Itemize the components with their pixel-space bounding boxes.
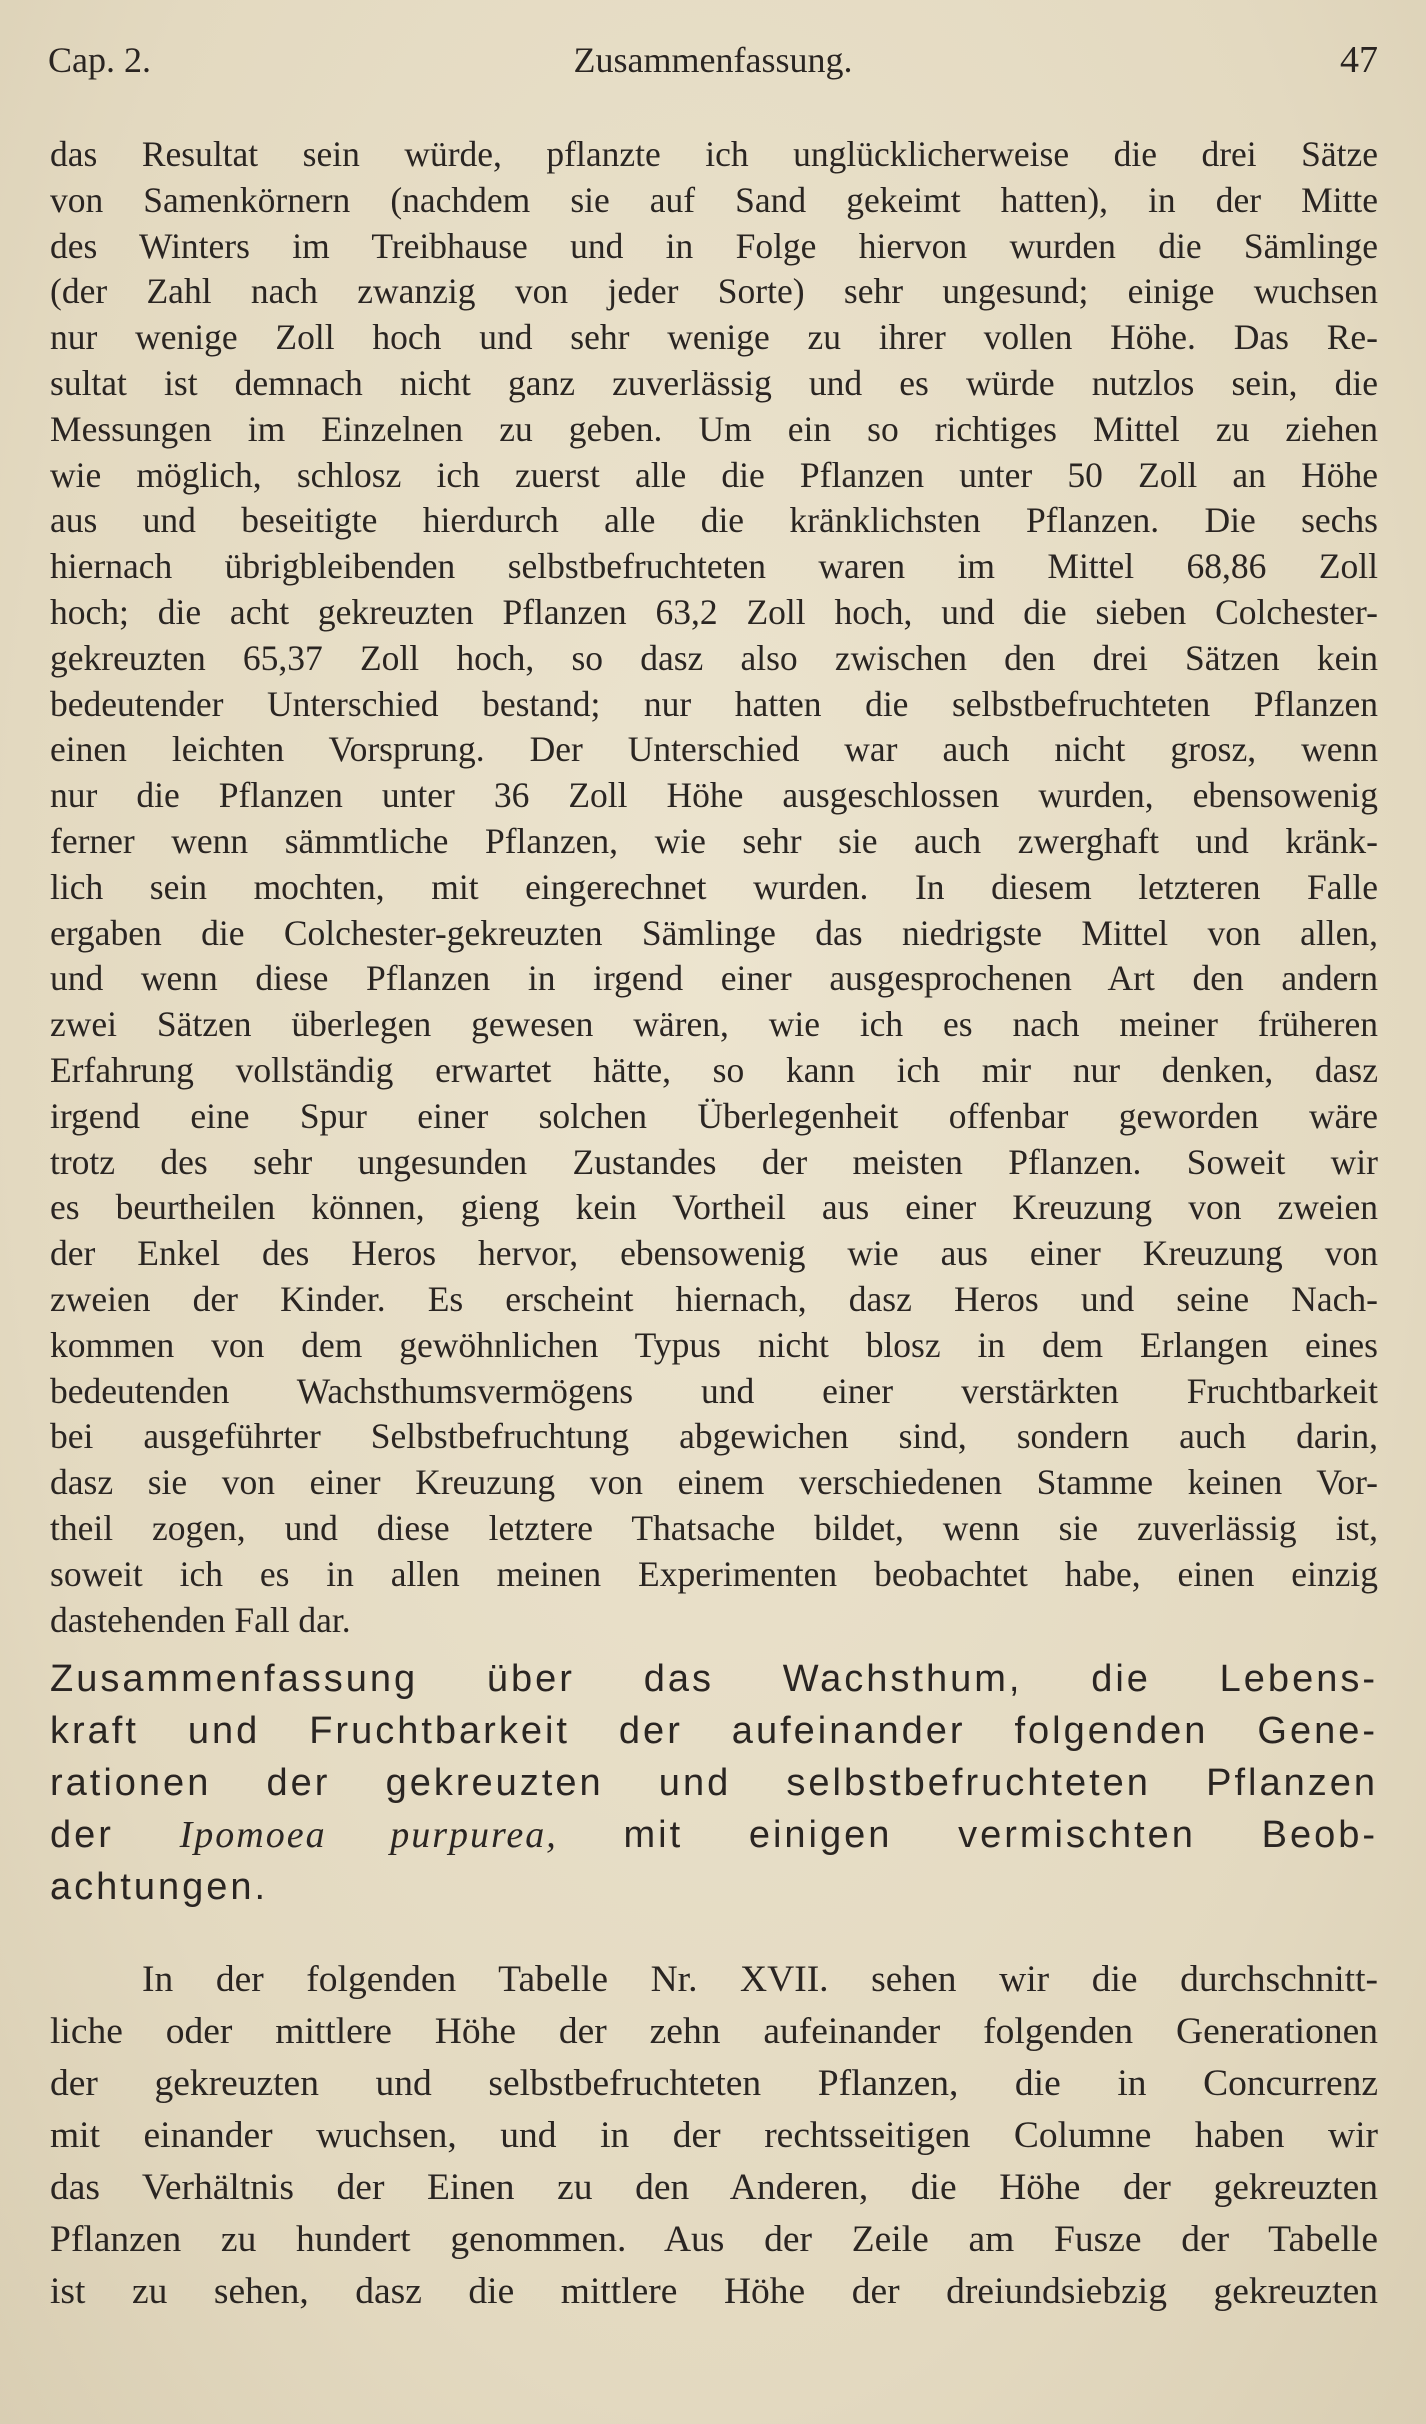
text-line: wie möglich, schlosz ich zuerst alle die Pflanzen unter 50 Zoll an Höhe [50, 454, 1378, 495]
text-line: trotz des sehr ungesunden Zustandes der meisten Pflanzen. Soweit wir [50, 1141, 1378, 1182]
text-line: nur die Pflanzen unter 36 Zoll Höhe ausgeschlossen wurden, ebensowenig [50, 775, 1378, 816]
text-line: soweit ich es in allen meinen Experimenten beobachtet habe, einen einzig [50, 1553, 1378, 1594]
text-line: kommen von dem gewöhnlichen Typus nicht blosz in dem Erlangen eines [50, 1324, 1378, 1365]
text-line: liche oder mittlere Höhe der zehn aufeinander folgenden Generationen [50, 2011, 1378, 2052]
text-line: hiernach übrigbleibenden selbstbefruchteten waren im Mittel 68,86 Zoll [50, 546, 1378, 587]
text-line: ist zu sehen, dasz die mittlere Höhe der dreiundsiebzig gekreuzten [50, 2271, 1378, 2312]
text-line: ergaben die Colchester-gekreuzten Sämlinge das niedrigste Mittel von allen, [50, 912, 1378, 953]
text-line: das Resultat sein würde, pflanzte ich unglücklicherweise die drei Sätze [50, 134, 1378, 174]
species-name: Ipomoea purpurea, [179, 1814, 558, 1856]
text-line: Erfahrung vollständig erwartet hätte, so kann ich mir nur denken, dasz [50, 1049, 1378, 1090]
text-line: von Samenkörnern (nachdem sie auf Sand gekeimt hatten), in der Mitte [50, 179, 1378, 220]
text-line: bei ausgeführter Selbstbefruchtung abgewichen sind, sondern auch darin, [50, 1416, 1378, 1457]
text-line: ferner wenn sämmtliche Pflanzen, wie sehr sie auch zwerghaft und kränk- [50, 820, 1378, 861]
text-line: hoch; die acht gekreuzten Pflanzen 63,2 Zoll hoch, und die sieben Colchester- [50, 591, 1378, 632]
text-line: zwei Sätzen überlegen gewesen wären, wie ich es nach meiner früheren [50, 1004, 1378, 1045]
heading-word: der [50, 1814, 114, 1856]
heading-text: mit einigen vermischten Beob- [623, 1814, 1379, 1856]
heading-line: kraft und Fruchtbarkeit der aufeinander folgenden Gene- [50, 1710, 1378, 1752]
text-line: dasz sie von einer Kreuzung von einem verschiedenen Stamme keinen Vor- [50, 1462, 1378, 1503]
text-line: sultat ist demnach nicht ganz zuverlässig und es würde nutzlos sein, die [50, 362, 1378, 403]
text-line: es beurtheilen können, gieng kein Vortheil aus einer Kreuzung von zweien [50, 1187, 1378, 1228]
text-line: bedeutenden Wachsthumsvermögens und einer verstärkten Fruchtbarkeit [50, 1370, 1378, 1411]
text-line: theil zogen, und diese letztere Thatsache bildet, wenn sie zuverlässig ist, [50, 1507, 1378, 1548]
text-line: In der folgenden Tabelle Nr. XVII. sehen wir die durchschnitt- [142, 1959, 1378, 2000]
text-line: das Verhältnis der Einen zu den Anderen, die Höhe der gekreuzten [50, 2167, 1378, 2208]
text-line: bedeutender Unterschied bestand; nur hatten die selbstbefruchteten Pflanzen [50, 683, 1378, 724]
text-line: lich sein mochten, mit eingerechnet wurden. In diesem letzteren Falle [50, 866, 1378, 907]
text-line: irgend eine Spur einer solchen Überlegenheit offenbar geworden wäre [50, 1095, 1378, 1136]
text-line: und wenn diese Pflanzen in irgend einer ausgesprochenen Art den andern [50, 958, 1378, 999]
text-line: des Winters im Treibhause und in Folge hiervon wurden die Sämlinge [50, 225, 1378, 266]
running-title: Zusammenfassung. [573, 40, 853, 80]
text-line: Pflanzen zu hundert genommen. Aus der Zeile am Fusze der Tabelle [50, 2219, 1378, 2260]
text-line: aus und beseitigte hierdurch alle die kränklichsten Pflanzen. Die sechs [50, 500, 1378, 541]
text-line: dastehenden Fall dar. [50, 1599, 351, 1640]
heading-line: achtungen. [50, 1866, 269, 1908]
running-header [48, 36, 1378, 84]
text-line: mit einander wuchsen, und in der rechtsseitigen Columne haben wir [50, 2115, 1378, 2156]
heading-line: rationen der gekreuzten und selbstbefruchteten Pflanzen [50, 1762, 1378, 1804]
text-line: gekreuzten 65,37 Zoll hoch, so dasz also zwischen den drei Sätzen kein [50, 637, 1378, 678]
text-line: (der Zahl nach zwanzig von jeder Sorte) sehr ungesund; einige wuchsen [50, 271, 1378, 312]
heading-line: Zusammenfassung über das Wachsthum, die Lebens- [50, 1658, 1378, 1700]
text-line: nur wenige Zoll hoch und sehr wenige zu ihrer vollen Höhe. Das Re- [50, 317, 1378, 358]
text-line: zweien der Kinder. Es erscheint hiernach, dasz Heros und seine Nach- [50, 1278, 1378, 1319]
text-line: Messungen im Einzelnen zu geben. Um ein so richtiges Mittel zu ziehen [50, 408, 1378, 449]
heading-line [50, 1809, 1378, 1861]
page-number: 47 [1340, 39, 1378, 81]
paragraph [50, 1954, 1378, 2318]
chapter-label: Cap. 2. [48, 40, 151, 80]
text-line: einen leichten Vorsprung. Der Unterschied war auch nicht grosz, wenn [50, 729, 1378, 770]
paragraph-continued [50, 132, 1378, 1643]
section-heading [50, 1653, 1378, 1913]
text-line: der Enkel des Heros hervor, ebensowenig wie aus einer Kreuzung von [50, 1233, 1378, 1274]
text-line: der gekreuzten und selbstbefruchteten Pflanzen, die in Concurrenz [50, 2063, 1378, 2104]
